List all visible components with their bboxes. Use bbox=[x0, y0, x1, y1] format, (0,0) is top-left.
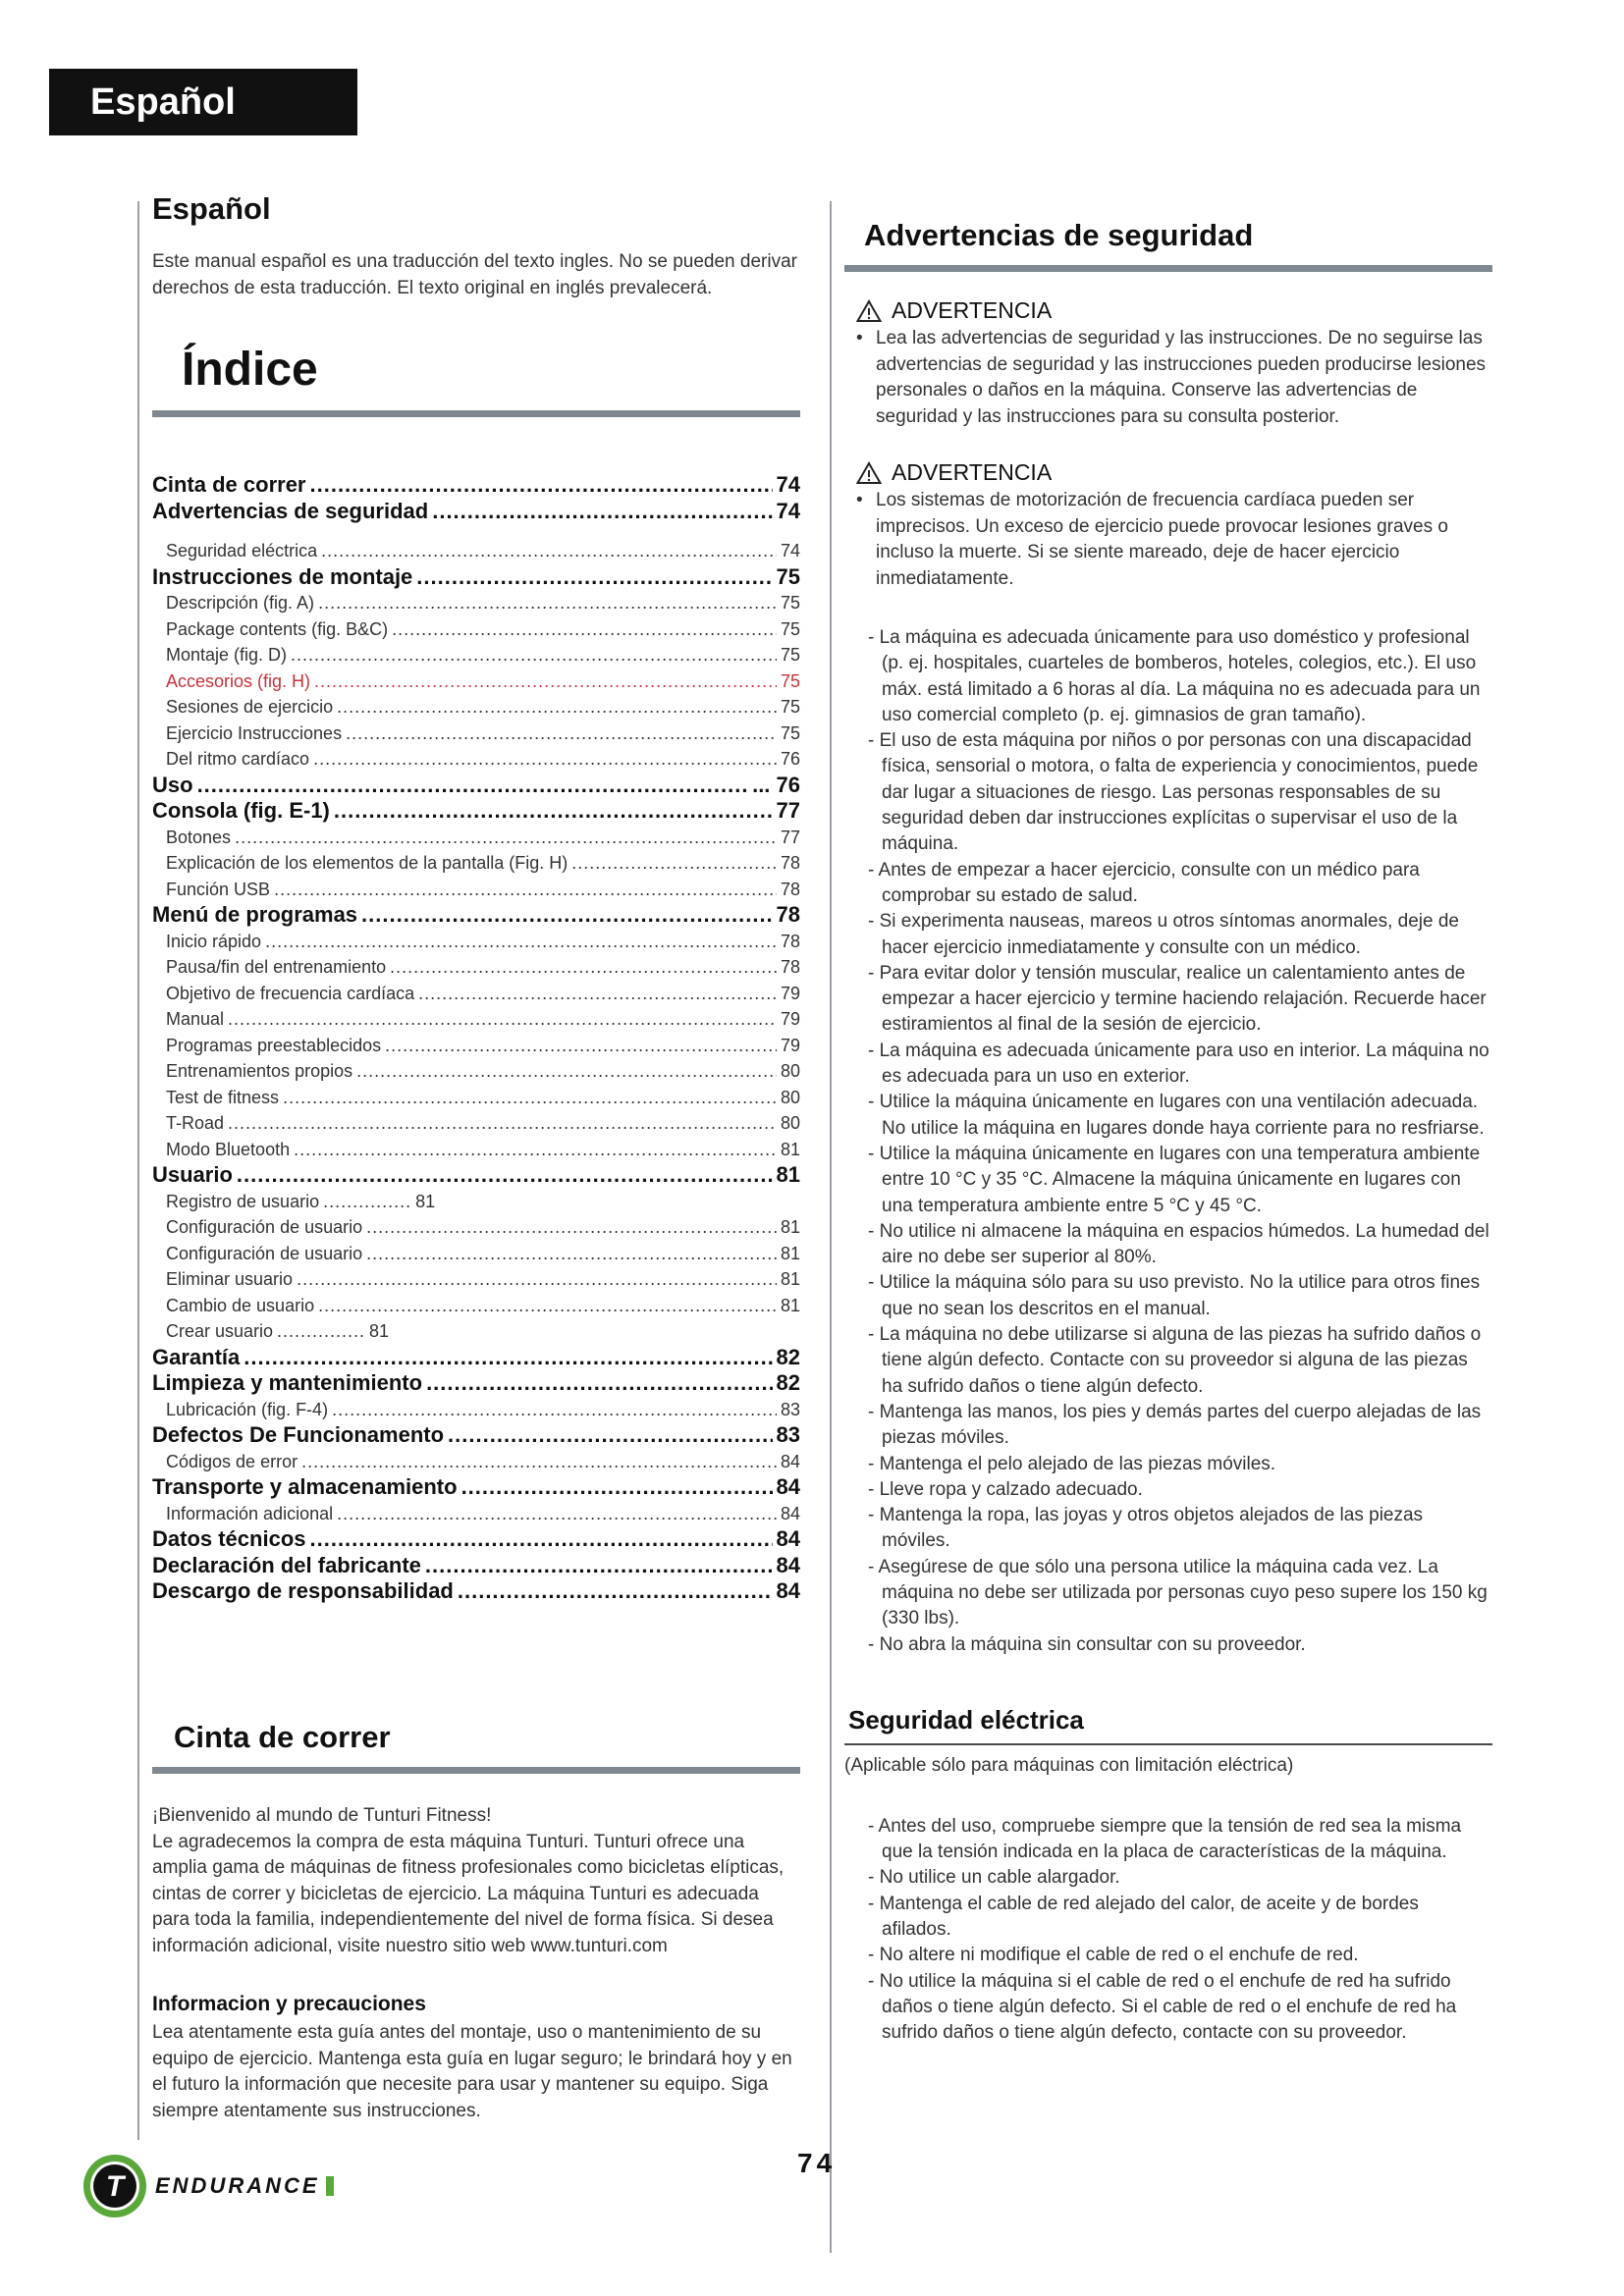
toc-subentry bbox=[152, 616, 800, 643]
list-item: - Antes de empezar a hacer ejercicio, consulte con un médico para comprobar su estado de salud. bbox=[868, 859, 1420, 906]
treadmill-title: Cinta de correr bbox=[174, 1720, 391, 1754]
table-of-contents bbox=[152, 472, 800, 1605]
toc-label: Configuración de usuario bbox=[166, 1217, 363, 1237]
toc-label: Cambio de usuario bbox=[166, 1295, 315, 1315]
toc-leader bbox=[235, 825, 777, 851]
toc-subentry bbox=[152, 1058, 800, 1085]
toc-entry bbox=[152, 1345, 800, 1371]
toc-page: 81 bbox=[780, 1243, 800, 1263]
toc-label: Instrucciones de montaje bbox=[152, 563, 413, 589]
toc-leader bbox=[432, 499, 772, 525]
toc-label: Limpieza y mantenimiento bbox=[152, 1370, 423, 1395]
warning-label: ADVERTENCIA bbox=[892, 297, 1053, 323]
list-item: - Mantenga el pelo alejado de las piezas móviles. bbox=[868, 1453, 1276, 1474]
warning-triangle-icon bbox=[856, 461, 882, 485]
toc-subentry bbox=[152, 877, 800, 903]
right-column bbox=[844, 218, 1492, 2047]
brand-accent-bar bbox=[326, 2176, 334, 2196]
toc-subentry bbox=[152, 538, 800, 564]
toc-page: 78 bbox=[776, 902, 800, 927]
toc-leader bbox=[332, 1397, 777, 1423]
toc-page: 84 bbox=[776, 1474, 800, 1499]
toc-leader bbox=[274, 877, 777, 903]
toc-label: Del ritmo cardíaco bbox=[166, 749, 310, 769]
treadmill-section bbox=[152, 1720, 800, 2124]
toc-subentry bbox=[152, 1214, 800, 1241]
toc-subentry bbox=[152, 825, 800, 851]
toc-page: 74 bbox=[776, 472, 800, 497]
toc-page: 80 bbox=[780, 1087, 800, 1107]
toc-entry bbox=[152, 1553, 800, 1579]
toc-subentry bbox=[152, 1137, 800, 1163]
toc-label: Descripción (fig. A) bbox=[166, 593, 315, 613]
list-item: - Si experimenta nauseas, mareos u otros síntomas anormales, deje de hacer ejercicio inmediatamente y consulte con un médico. bbox=[868, 911, 1459, 958]
toc-entry bbox=[152, 773, 800, 799]
brand-logo bbox=[81, 2152, 334, 2220]
toc-label: Uso bbox=[152, 772, 193, 797]
toc-page: 75 bbox=[780, 593, 800, 613]
toc-page: 79 bbox=[780, 983, 800, 1003]
toc-subentry bbox=[152, 642, 800, 668]
toc-label: Accesorios (fig. H) bbox=[166, 670, 311, 691]
toc-label: Eliminar usuario bbox=[166, 1269, 294, 1289]
toc-page: 81 bbox=[780, 1139, 800, 1159]
left-column-divider bbox=[137, 201, 139, 2140]
toc-label: Usuario bbox=[152, 1162, 233, 1187]
electrical-rule bbox=[844, 1743, 1492, 1745]
toc-leader bbox=[228, 1006, 777, 1033]
toc-page: 84 bbox=[776, 1578, 800, 1603]
toc-label: Códigos de error bbox=[166, 1451, 298, 1471]
toc-leader bbox=[310, 472, 773, 499]
toc-page: 81 bbox=[780, 1217, 800, 1237]
list-item: - No altere ni modifique el cable de red o el enchufe de red. bbox=[868, 1945, 1359, 1966]
toc-page: 80 bbox=[780, 1113, 800, 1133]
toc-page: 75 bbox=[780, 645, 800, 665]
list-item: - Utilice la máquina sólo para su uso previsto. No la utilice para otros fines que no sean los descritos en el manual. bbox=[868, 1272, 1481, 1319]
toc-subentry bbox=[152, 1241, 800, 1267]
toc-leader bbox=[426, 1370, 772, 1397]
toc-page: 74 bbox=[776, 498, 800, 523]
info-paragraph: Lea atentamente esta guía antes del montaje, uso o mantenimiento de su equipo de ejercicio. Mantenga esta guía en lugar seguro; le brindará hoy y en el futuro la información que necesite para usar y mantener su equipo. Siga siempre atentamente sus instrucciones. bbox=[152, 2022, 792, 2121]
toc-subentry bbox=[152, 1266, 800, 1293]
toc-page: 81 bbox=[780, 1295, 800, 1315]
toc-subentry bbox=[152, 1110, 800, 1137]
toc-page: 79 bbox=[780, 1035, 800, 1055]
list-item: - Mantenga la ropa, las joyas y otros objetos alejados de las piezas móviles. bbox=[868, 1505, 1424, 1552]
toc-entry bbox=[152, 1526, 800, 1553]
toc-leader bbox=[425, 1553, 773, 1579]
toc-label: Menú de programas bbox=[152, 902, 358, 927]
toc-label: Seguridad eléctrica bbox=[166, 541, 318, 561]
toc-leader bbox=[283, 1085, 777, 1111]
info-heading: Informacion y precauciones bbox=[152, 1993, 426, 2015]
toc-leader bbox=[458, 1578, 773, 1605]
toc-leader bbox=[228, 1110, 777, 1137]
toc-leader bbox=[301, 1449, 777, 1475]
toc-subentry bbox=[152, 746, 800, 773]
toc-leader bbox=[314, 668, 777, 695]
toc-label: Objetivo de frecuencia cardíaca bbox=[166, 983, 415, 1003]
toc-subentry bbox=[152, 694, 800, 721]
toc-leader bbox=[323, 1189, 411, 1215]
toc-page: 75 bbox=[780, 722, 800, 743]
list-item: - Para evitar dolor y tensión muscular, realice un calentamiento antes de empezar a hacer ejercicio y termine haciendo relajación. Recuerde hacer estiramientos al final de la sesión de ejercicio. bbox=[868, 962, 1487, 1036]
list-item: - La máquina no debe utilizarse si alguna de las piezas ha sufrido daños o tiene algún defecto. Contacte con su proveedor si alguna de las piezas ha sufrido daños o tiene algún defecto. bbox=[868, 1324, 1482, 1397]
list-item: - Utilice la máquina únicamente en lugares con una temperatura ambiente entre 10 °C y 35 °C. Almacene la máquina únicamente en lugares con una temperatura ambiente entre 5 °C y 45 °C. bbox=[868, 1143, 1481, 1216]
list-item: - El uso de esta máquina por niños o por personas con una discapacidad física, sensorial o motora, o falta de experiencia y conocimientos, puede dar lugar a situaciones de riesgo. Las personas responsables de su seguridad deben dar instrucciones explícitas o supervisar el uso de la máquina. bbox=[868, 730, 1479, 855]
toc-page: 75 bbox=[780, 697, 800, 717]
electrical-rules-list bbox=[844, 1814, 1492, 2047]
toc-subentry bbox=[152, 721, 800, 747]
toc-entry bbox=[152, 1474, 800, 1501]
toc-subentry bbox=[152, 1033, 800, 1059]
warning-bullet: • Lea las advertencias de seguridad y las instrucciones. De no seguirse las advertencias de seguridad y las instrucciones pueden producirse lesiones personales o daños en la máquina. Conserve las advertencias de seguridad y las instrucciones para su consulta posterior. bbox=[856, 326, 1492, 430]
toc-leader bbox=[448, 1422, 772, 1449]
welcome-text: ¡Bienvenido al mundo de Tunturi Fitness! bbox=[152, 1805, 492, 1826]
toc-entry bbox=[152, 499, 800, 525]
toc-page: 78 bbox=[780, 957, 800, 977]
toc-leader bbox=[297, 1266, 777, 1293]
toc-label: Datos técnicos bbox=[152, 1526, 306, 1551]
brand-name: ENDURANCE bbox=[155, 2173, 320, 2198]
toc-page: 75 bbox=[780, 670, 800, 691]
center-column-divider bbox=[830, 201, 832, 2253]
toc-page: 78 bbox=[780, 931, 800, 951]
toc-subentry bbox=[152, 1318, 800, 1345]
toc-page: 81 bbox=[369, 1321, 390, 1341]
index-rule bbox=[152, 410, 800, 417]
toc-label: Transporte y almacenamiento bbox=[152, 1474, 458, 1499]
warning-block bbox=[844, 459, 1492, 592]
toc-label: Declaración del fabricante bbox=[152, 1552, 421, 1577]
toc-leader bbox=[337, 1501, 777, 1527]
language-heading: Español bbox=[152, 191, 271, 226]
toc-leader bbox=[277, 1318, 365, 1345]
toc-subentry bbox=[152, 1501, 800, 1527]
toc-leader bbox=[244, 1345, 772, 1371]
toc-label: Defectos De Funcionamento bbox=[152, 1422, 445, 1447]
list-item: - No utilice ni almacene la máquina en espacios húmedos. La humedad del aire no debe ser superior al 80%. bbox=[868, 1220, 1489, 1268]
tunturi-logo-icon bbox=[81, 2152, 149, 2220]
toc-page: ... 76 bbox=[752, 772, 800, 797]
toc-page: 80 bbox=[780, 1061, 800, 1081]
electrical-safety-title: Seguridad eléctrica bbox=[848, 1704, 1084, 1735]
toc-label: Advertencias de seguridad bbox=[152, 498, 429, 523]
toc-subentry bbox=[152, 1397, 800, 1423]
list-item: - Mantenga las manos, los pies y demás partes del cuerpo alejadas de las piezas móviles. bbox=[868, 1401, 1482, 1449]
safety-rule bbox=[844, 265, 1492, 272]
toc-leader bbox=[237, 1162, 773, 1189]
toc-label: Información adicional bbox=[166, 1503, 334, 1523]
toc-entry bbox=[152, 1422, 800, 1449]
toc-leader bbox=[318, 590, 777, 616]
list-item: - Mantenga el cable de red alejado del calor, de aceite y de bordes afilados. bbox=[868, 1893, 1419, 1941]
list-item: - Lleve ropa y calzado adecuado. bbox=[868, 1478, 1143, 1500]
toc-subentry bbox=[152, 850, 800, 877]
toc-subentry bbox=[152, 668, 800, 695]
toc-label: Consola (fig. E-1) bbox=[152, 798, 330, 823]
warning-triangle-icon bbox=[856, 299, 882, 323]
toc-leader bbox=[385, 1033, 777, 1059]
list-item: - Utilice la máquina únicamente en lugares con una ventilación adecuada. No utilice la máquina en lugares donde haya corriente para no resfriarse. bbox=[868, 1092, 1485, 1139]
toc-leader bbox=[197, 773, 749, 799]
toc-leader bbox=[392, 616, 777, 643]
toc-leader bbox=[356, 1058, 777, 1085]
toc-leader bbox=[418, 981, 777, 1007]
list-item: - Antes del uso, compruebe siempre que la tensión de red sea la misma que la tensión indicada en la placa de características de la máquina. bbox=[868, 1815, 1462, 1863]
toc-subentry bbox=[152, 1449, 800, 1475]
toc-entry bbox=[152, 798, 800, 825]
toc-leader bbox=[461, 1474, 773, 1501]
list-item: - La máquina es adecuada únicamente para uso doméstico y profesional (p. ej. hospitales, cuarteles de bomberos, hoteles, colegios, etc.). El uso máx. está limitado a 6 horas al día. La máquina no es adecuada para un uso comercial completo (p. ej. gimnasios de gran tamaño). bbox=[868, 627, 1481, 725]
warning-text: Los sistemas de motorización de frecuencia cardíaca pueden ser imprecisos. Un exceso de ejercicio puede provocar lesiones graves o incluso la muerte. Si se siente mareado, deje de hacer ejercicio inmediatamente. bbox=[876, 490, 1448, 589]
toc-leader bbox=[416, 564, 772, 591]
toc-leader bbox=[318, 1293, 777, 1319]
list-item: - No utilice la máquina si el cable de red o el enchufe de red ha sufrido daños o tiene algún defecto. Si el cable de red o el enchufe de red ha sufrido daños o tiene algún defecto, contacte con su proveedor. bbox=[868, 1970, 1457, 2044]
toc-label: Descargo de responsabilidad bbox=[152, 1578, 454, 1603]
toc-subentry bbox=[152, 1085, 800, 1111]
toc-label: Ejercicio Instrucciones bbox=[166, 722, 343, 743]
warning-text: Lea las advertencias de seguridad y las instrucciones. De no seguirse las advertencias de seguridad y las instrucciones pueden producirse lesiones personales o daños en la máquina. Conserve las advertencias de seguridad y las instrucciones para su consulta posterior. bbox=[876, 328, 1487, 427]
toc-page: 81 bbox=[415, 1191, 436, 1211]
toc-label: T-Road bbox=[166, 1113, 225, 1133]
toc-label: Configuración de usuario bbox=[166, 1243, 363, 1263]
toc-label: Cinta de correr bbox=[152, 472, 306, 497]
toc-label: Función USB bbox=[166, 879, 271, 899]
page-number: 74 bbox=[797, 2148, 837, 2178]
toc-leader bbox=[346, 721, 777, 747]
toc-subentry bbox=[152, 1189, 800, 1215]
toc-page: 84 bbox=[776, 1552, 800, 1577]
toc-label: Crear usuario bbox=[166, 1321, 274, 1341]
toc-leader bbox=[334, 798, 773, 825]
toc-label: Pausa/fin del entrenamiento bbox=[166, 957, 387, 977]
toc-entry bbox=[152, 1162, 800, 1189]
toc-label: Lubricación (fig. F-4) bbox=[166, 1399, 329, 1419]
toc-leader bbox=[321, 538, 777, 564]
toc-page: 84 bbox=[780, 1451, 800, 1471]
toc-label: Botones bbox=[166, 827, 232, 847]
toc-leader bbox=[366, 1214, 777, 1241]
warning-block bbox=[844, 297, 1492, 430]
toc-page: 83 bbox=[780, 1399, 800, 1419]
toc-label: Modo Bluetooth bbox=[166, 1139, 291, 1159]
warning-heading bbox=[856, 459, 1492, 486]
toc-leader bbox=[337, 694, 777, 721]
toc-page: 82 bbox=[776, 1344, 800, 1369]
toc-label: Garantía bbox=[152, 1344, 241, 1369]
list-item: - No utilice un cable alargador. bbox=[868, 1867, 1120, 1889]
toc-page: 77 bbox=[780, 827, 800, 847]
toc-leader bbox=[310, 1526, 773, 1553]
warning-bullet: • Los sistemas de motorización de frecuencia cardíaca pueden ser imprecisos. Un exceso de ejercicio puede provocar lesiones graves o incluso la muerte. Si se siente mareado, deje de hacer ejercicio inmediatamente. bbox=[856, 488, 1492, 592]
translation-note: Este manual español es una traducción del texto ingles. No se pueden derivar derechos de esta traducción. El texto original en inglés prevalecerá. bbox=[152, 251, 797, 298]
electrical-subtitle: (Aplicable sólo para máquinas con limitación eléctrica) bbox=[844, 1754, 1294, 1776]
index-title: Índice bbox=[182, 344, 318, 396]
toc-subentry bbox=[152, 1293, 800, 1319]
toc-label: Sesiones de ejercicio bbox=[166, 697, 334, 717]
toc-page: 76 bbox=[780, 749, 800, 769]
toc-leader bbox=[390, 954, 777, 981]
toc-page: 81 bbox=[776, 1162, 800, 1187]
toc-subentry bbox=[152, 1006, 800, 1033]
list-item: - Asegúrese de que sólo una persona utilice la máquina cada vez. La máquina no debe ser utilizada por personas cuyo peso supere los 150 kg (330 lbs). bbox=[868, 1556, 1488, 1629]
toc-page: 79 bbox=[780, 1009, 800, 1029]
toc-label: Entrenamientos propios bbox=[166, 1061, 353, 1081]
list-item: - No abra la máquina sin consultar con su proveedor. bbox=[868, 1633, 1306, 1655]
toc-page: 77 bbox=[776, 798, 800, 823]
toc-page: 75 bbox=[776, 563, 800, 589]
toc-page: 82 bbox=[776, 1370, 800, 1395]
toc-label: Test de fitness bbox=[166, 1087, 280, 1107]
toc-entry bbox=[152, 472, 800, 499]
toc-page: 81 bbox=[780, 1269, 800, 1289]
toc-page: 83 bbox=[776, 1422, 800, 1447]
toc-subentry bbox=[152, 929, 800, 955]
toc-page: 84 bbox=[776, 1526, 800, 1551]
toc-leader bbox=[366, 1241, 777, 1267]
toc-page: 74 bbox=[780, 541, 800, 561]
safety-rules-list bbox=[844, 625, 1492, 1658]
warning-heading bbox=[856, 297, 1492, 324]
toc-label: Registro de usuario bbox=[166, 1191, 320, 1211]
warning-label: ADVERTENCIA bbox=[892, 459, 1053, 485]
toc-label: Explicación de los elementos de la pantalla (Fig. H) bbox=[166, 853, 568, 873]
safety-title: Advertencias de seguridad bbox=[864, 218, 1254, 252]
toc-label: Montaje (fig. D) bbox=[166, 645, 288, 665]
treadmill-rule bbox=[152, 1767, 800, 1774]
list-item: - La máquina es adecuada únicamente para uso en interior. La máquina no es adecuada para un uso en exterior. bbox=[868, 1040, 1489, 1088]
toc-leader bbox=[265, 929, 777, 955]
intro-paragraph: Le agradecemos la compra de esta máquina Tunturi. Tunturi ofrece una amplia gama de máquinas de fitness profesionales como bicicletas elípticas, cintas de correr y bicicletas de ejercicio. La máquina Tunturi es adecuada para toda la familia, independientemente del nivel de forma física. Si desea información adicional, visite nuestro sitio web www.tunturi.com bbox=[152, 1831, 785, 1956]
toc-subentry bbox=[152, 954, 800, 981]
toc-leader bbox=[313, 746, 777, 773]
left-column bbox=[152, 191, 800, 1605]
toc-page: 78 bbox=[780, 879, 800, 899]
toc-label: Inicio rápido bbox=[166, 931, 262, 951]
toc-leader bbox=[571, 850, 777, 877]
toc-leader bbox=[294, 1137, 777, 1163]
toc-subentry bbox=[152, 981, 800, 1007]
toc-label: Programas preestablecidos bbox=[166, 1035, 382, 1055]
toc-page: 84 bbox=[780, 1503, 800, 1523]
toc-page: 78 bbox=[780, 853, 800, 873]
toc-entry bbox=[152, 1578, 800, 1605]
toc-entry bbox=[152, 902, 800, 929]
toc-label: Manual bbox=[166, 1009, 225, 1029]
toc-leader bbox=[291, 642, 777, 668]
toc-page: 75 bbox=[780, 618, 800, 639]
language-tab: Español bbox=[49, 69, 357, 135]
logo-letter: T bbox=[105, 2170, 125, 2203]
toc-label: Package contents (fig. B&C) bbox=[166, 618, 389, 639]
toc-subentry bbox=[152, 590, 800, 616]
toc-leader bbox=[361, 902, 772, 929]
toc-entry bbox=[152, 564, 800, 591]
toc-entry bbox=[152, 1370, 800, 1397]
